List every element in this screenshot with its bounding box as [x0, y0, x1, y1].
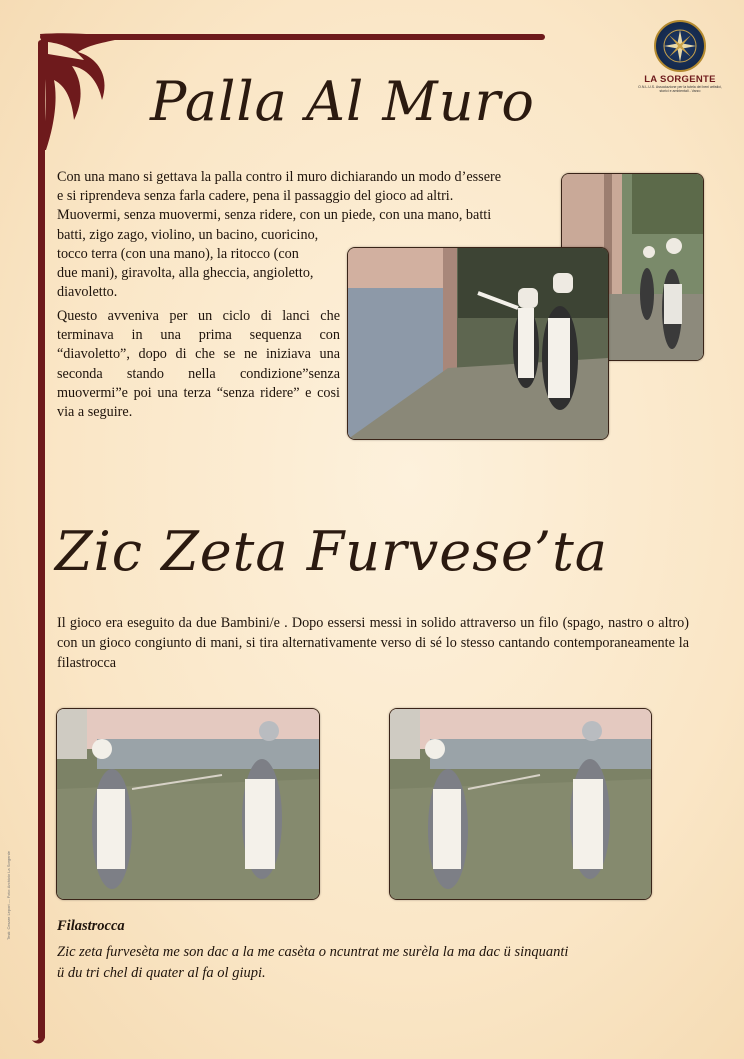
intro-line: Con una mano si gettava la palla contro il muro dichiarando un modo d’essere	[57, 169, 502, 185]
section1-title: Palla Al Muro	[150, 70, 535, 133]
photo-girls-throwing-ball	[347, 247, 609, 440]
logo-subtitle: O.N.L.U.S. Associazione per la tutela dei beni artistici, storici e ambientali - Varzo	[638, 85, 722, 93]
section2-paragraph: Il gioco era eseguito da due Bambini/e . Dopo essersi messi in solido attraverso un filo (spago, nastro o altro) con un gioco congiunto di mani, si tira alternativamente verso di sé lo stesso cantando contemporaneamente la filastrocca	[57, 615, 689, 671]
compass-logo-icon	[654, 20, 706, 72]
bottom-curl-ornament-icon	[28, 1010, 58, 1050]
filastrocca-line: Zic zeta furvesèta me son dac a la me casèta o ncuntrat me surèla la ma dac ü sinquanti	[57, 944, 569, 960]
corner-ornament-icon	[28, 30, 138, 170]
intro-line: diavoletto.	[57, 284, 118, 301]
intro-line: due mani), giravolta, alla gheccia, angioletto,	[57, 265, 314, 282]
photo-string-game-1	[56, 708, 320, 900]
section1-paragraph2: Questo avveniva per un ciclo di lanci che terminava in una prima sequenza con “diavoletto”, dopo di che se ne iniziava una seconda stando nella condizione”senza muovermi”e poi una terza “senza ridere” e cosi via a seguire.	[57, 308, 340, 421]
intro-line: Muovermi, senza muovermi, senza ridere, con un piede, con una mano, batti	[57, 207, 492, 224]
filastrocca-title: Filastrocca	[57, 918, 125, 934]
filastrocca-text	[57, 942, 677, 984]
side-credit: Testi: Cesare Lepori — Foto: Archivio La Sorgente	[6, 851, 11, 940]
intro-line: batti, zigo zago, violino, un bacino, cuoricino,	[57, 226, 319, 243]
intro-line: e si riprendeva senza farla cadere, pena il passaggio del gioco ad altri.	[57, 188, 454, 205]
section2-title: Zic Zeta Furvese’ta	[55, 520, 608, 583]
filastrocca-line: ü du tri chel di quater al fa ol giupi.	[57, 965, 266, 981]
logo-name: LA SORGENTE	[644, 74, 716, 85]
intro-line: tocco terra (con una mano), la ritocco (con	[57, 245, 299, 262]
la-sorgente-logo	[638, 20, 722, 93]
left-border-line	[38, 40, 45, 1040]
photo-string-game-2	[389, 708, 652, 900]
